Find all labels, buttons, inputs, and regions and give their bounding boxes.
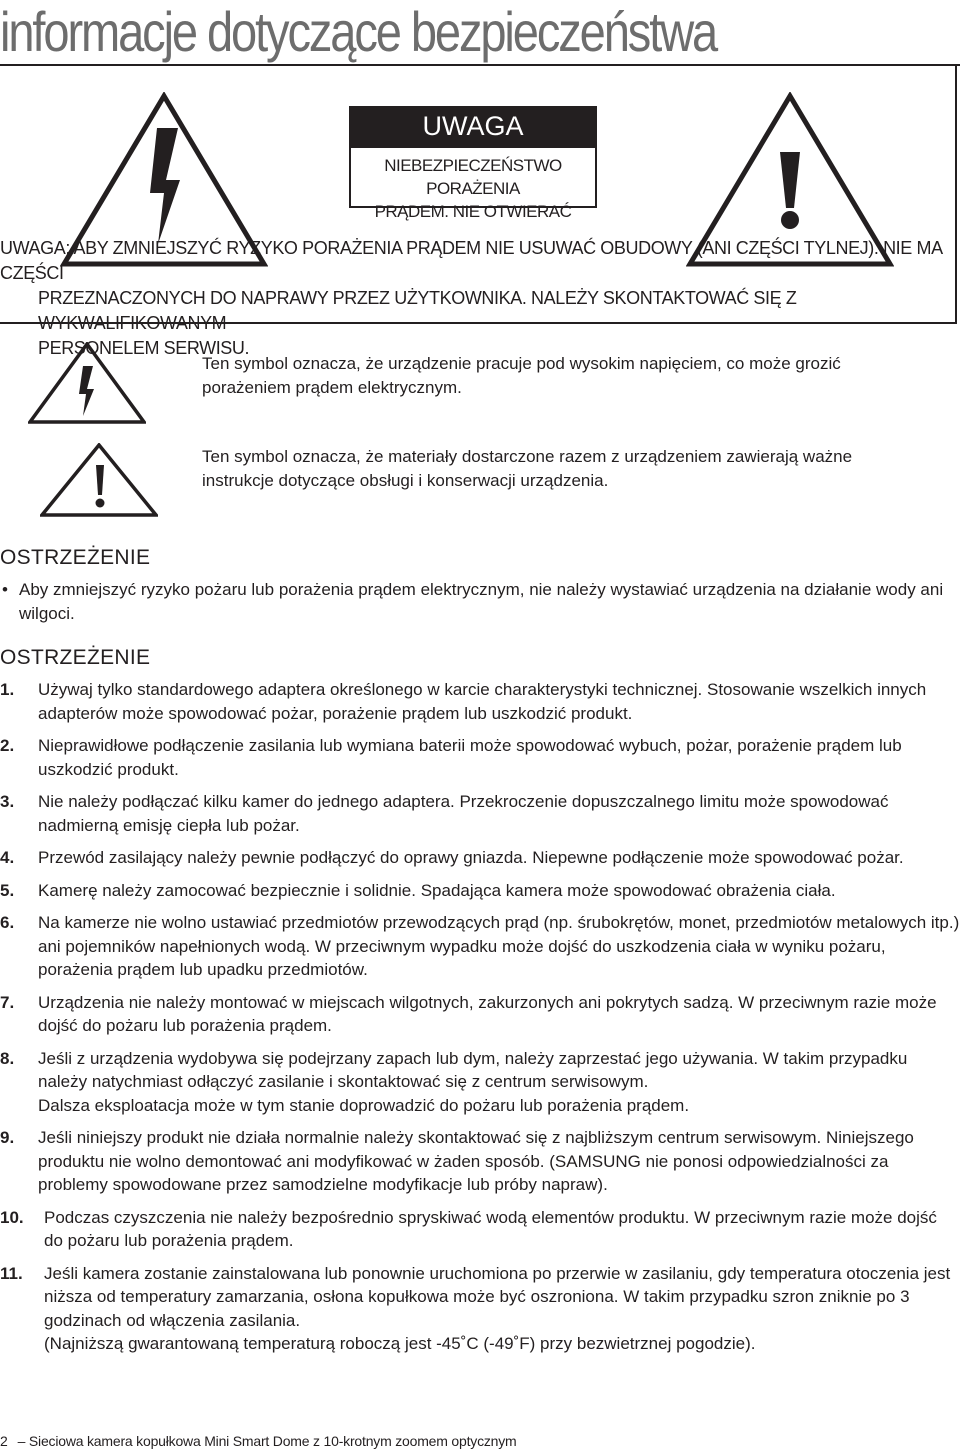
warning-box [0,64,957,358]
instructions-symbol-icon [40,443,158,517]
item-text: Jeśli kamera zostanie zainstalowana lub ponownie uruchomiona po przerwie w zasilaniu, gdy temperatura otoczenia jest niższa od temperatury zamarzania, osłona kopułkowa może być oszroniona. W takim przypadku szron zniknie po 3 godzinach od włączenia zasilania. [44,1263,951,1330]
item-number: 1. [0,680,15,699]
list-item [0,846,960,870]
item-number: 5. [0,880,15,900]
warning-heading-2: OSTRZEŻENIE [0,646,151,669]
list-item [0,1047,960,1118]
bullet-dot: • [2,580,8,599]
item-text: Na kamerze nie wolno ustawiać przedmiotów przewodzących prąd (np. śrubokrętów, monet, przedmiotów metalowych itp.) ani pojemników napełnionych wodą. W przeciwnym wypadku może dojść do uszkodzenia ciała w wyniku pożaru, porażenia prądem lub upadku przedmiotów. [38,913,960,979]
item-number: 8. [0,1048,15,1068]
list-item [0,879,960,903]
item-text: Jeśli niniejszy produkt nie działa normalnie należy skontaktować się z najbliższym centrum serwisowym. Niniejszego produktu nie wolno demontować ani modyfikować w żaden sposób. (SAMSUNG nie ponosi odpowiedzialności za problemy spowodowane przez samodzielne modyfikacje lub próby napraw). [38,1128,914,1194]
list-item [0,1206,960,1253]
item-number: 6. [0,913,15,932]
item-number: 2. [0,736,15,755]
item-number: 7. [0,992,15,1012]
item-text: Podczas czyszczenia nie należy bezpośrednio spryskiwać wodą elementów produktu. W przeciwnym razie może dojść do pożaru lub porażenia prądem. [44,1207,937,1250]
list-item [0,790,960,837]
item-text-continued: Dalsza eksploatacja może w tym stanie doprowadzić do pożaru lub porażenia prądem. [38,1095,690,1115]
list-item [0,1126,960,1197]
item-text: Jeśli z urządzenia wydobywa się podejrzany zapach lub dym, należy zaprzestać jego używania. W takim przypadku należy natychmiast odłączyć zasilanie i skontaktować się z centrum serwisowym. [38,1048,908,1091]
list-item [0,678,960,725]
item-number: 4. [0,848,15,867]
item-text: Urządzenia nie należy montować w miejscach wilgotnych, zakurzonych ani pokrytych sadzą. W przeciwnym razie może dojść do pożaru lub porażenia prądem. [38,992,937,1035]
item-text-continued: (Najniższą gwarantowaną temperaturą roboczą jest -45˚C (-49˚F) przy bezwietrznej pogodzie). [44,1334,756,1353]
warning-bullet [0,578,950,626]
uwaga-statement-line-3: PERSONELEM SERWISU. [38,338,250,358]
list-item [0,1262,960,1356]
high-voltage-symbol-icon [28,342,146,424]
item-text: Kamerę należy zamocować bezpiecznie i solidnie. Spadająca kamera może spowodować obrażenia ciała. [38,880,836,900]
item-number: 3. [0,792,15,811]
uwaga-header: UWAGA [349,106,597,146]
warning-bullet-text: Aby zmniejszyć ryzyko pożaru lub porażenia prądem elektrycznym, nie należy wystawiać urządzenia na działanie wody ani wilgoci. [19,580,944,623]
page-title: informacje dotyczące bezpieczeństwa [0,4,717,63]
footer-separator: – [17,1433,26,1449]
uwaga-statement-line-2: PRZEZNACZONYCH DO NAPRAWY PRZEZ UŻYTKOWNIKA. NALEŻY SKONTAKTOWAĆ SIĘ Z WYKWALIFIKOWANYM [38,288,797,333]
exclamation-symbol-description: Ten symbol oznacza, że materiały dostarczone razem z urządzeniem zawierają ważne instrukcje dotyczące obsługi i konserwacji urządzenia. [202,447,853,490]
list-item [0,734,960,781]
item-text: Nie należy podłączać kilku kamer do jednego adaptera. Przekroczenie dopuszczalnego limitu może spowodować nadmierną emisję ciepła lub pożar. [38,792,889,835]
list-item [0,991,960,1038]
box-top-rule [0,64,960,66]
item-text: Nieprawidłowe podłączenie zasilania lub wymiana baterii może spowodować wybuch, pożar, porażenie prądem lub uszkodzić produkt. [38,736,902,779]
page-number: 2 [0,1433,8,1449]
uwaga-statement-line-1: UWAGA: ABY ZMNIEJSZYĆ RYZYKO PORAŻENIA PRĄDEM NIE USUWAĆ OBUDOWY (ANI CZĘŚCI TYLNEJ). NIE MA CZĘŚCI [0,238,942,283]
lightning-symbol-description: Ten symbol oznacza, że urządzenie pracuje pod wysokim napięciem, co może grozić porażeniem prądem elektrycznym. [202,354,841,397]
footer-text: Sieciowa kamera kopułkowa Mini Smart Dome z 10-krotnym zoomem optycznym [28,1433,517,1449]
warning-heading-1: OSTRZEŻENIE [0,546,151,569]
page-footer [0,1432,517,1450]
uwaga-notice [349,146,597,221]
item-number: 10. [0,1207,24,1227]
list-item [0,911,960,982]
uwaga-line-1: NIEBEZPIECZEŃSTWO PORAŻENIA [384,156,562,198]
uwaga-line-2: PRĄDEM. NIE OTWIERAĆ [374,202,572,221]
item-text: Przewód zasilający należy pewnie podłączyć do oprawy gniazda. Niepewne podłączenie może spowodować pożar. [38,848,904,867]
item-number: 11. [0,1263,23,1283]
item-text: Używaj tylko standardowego adaptera określonego w karcie charakterystyki technicznej. Stosowanie wszelkich innych adapterów może spowodować pożar, porażenie prądem lub uszkodzić produkt. [38,680,927,723]
warning-list [0,678,960,1365]
item-number: 9. [0,1128,15,1147]
